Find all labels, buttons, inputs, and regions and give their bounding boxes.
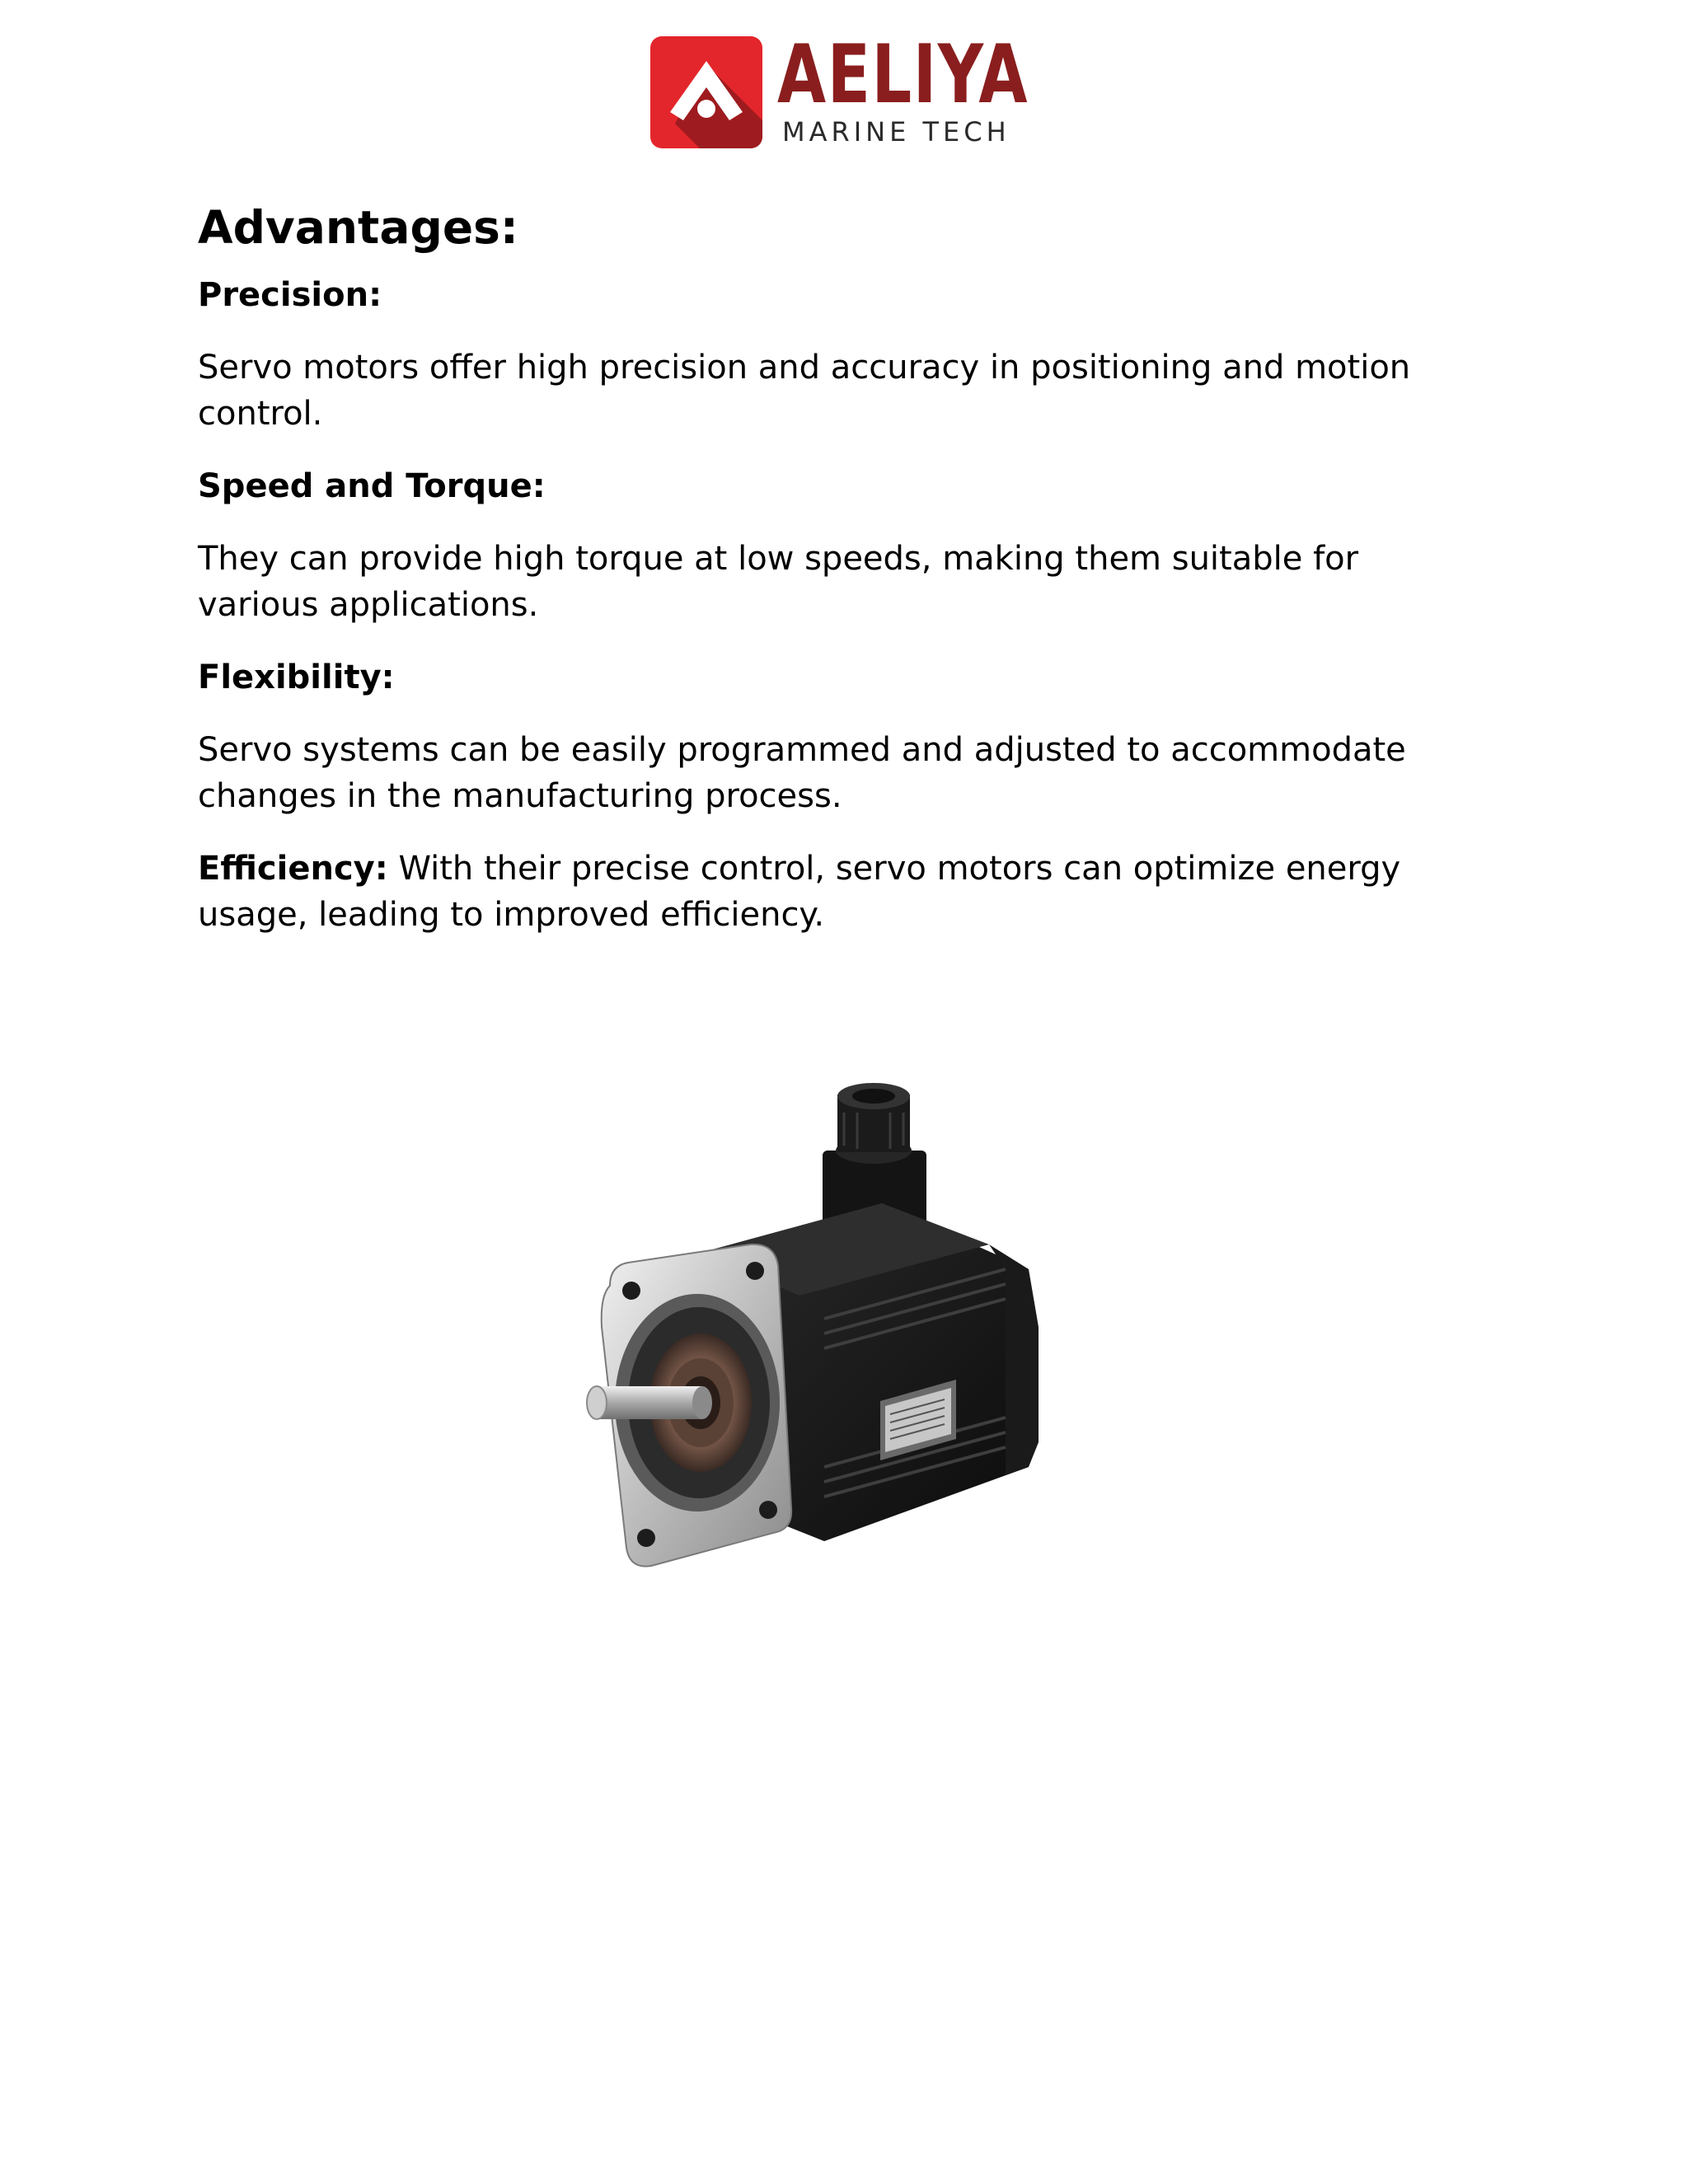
logo-badge-icon	[650, 36, 762, 148]
document-body	[198, 194, 1484, 938]
efficiency-label: Efficiency:	[198, 850, 388, 888]
page-title: Advantages:	[198, 201, 518, 254]
logo-tagline: MARINE TECH	[782, 116, 1010, 148]
efficiency-text: With their precise control, servo motors can optimize energy usage, leading to improved efficiency.	[198, 850, 1401, 934]
company-logo	[650, 28, 1029, 152]
servo-motor-icon	[577, 1080, 1055, 1591]
paragraph-precision: Servo motors offer high precision and accuracy in positioning and motion control.	[198, 349, 1411, 433]
heading-precision: Precision:	[198, 276, 382, 314]
paragraph-speed-torque: They can provide high torque at low speeds, making them suitable for various applications.	[198, 540, 1359, 624]
heading-speed-torque: Speed and Torque:	[198, 467, 546, 505]
paragraph-flexibility: Servo systems can be easily programmed and adjusted to accommodate changes in the manufacturing process.	[198, 731, 1406, 815]
paragraph-efficiency	[198, 846, 1484, 938]
logo-brand-name: AELIYA	[777, 28, 1029, 122]
heading-flexibility: Flexibility:	[198, 658, 395, 696]
